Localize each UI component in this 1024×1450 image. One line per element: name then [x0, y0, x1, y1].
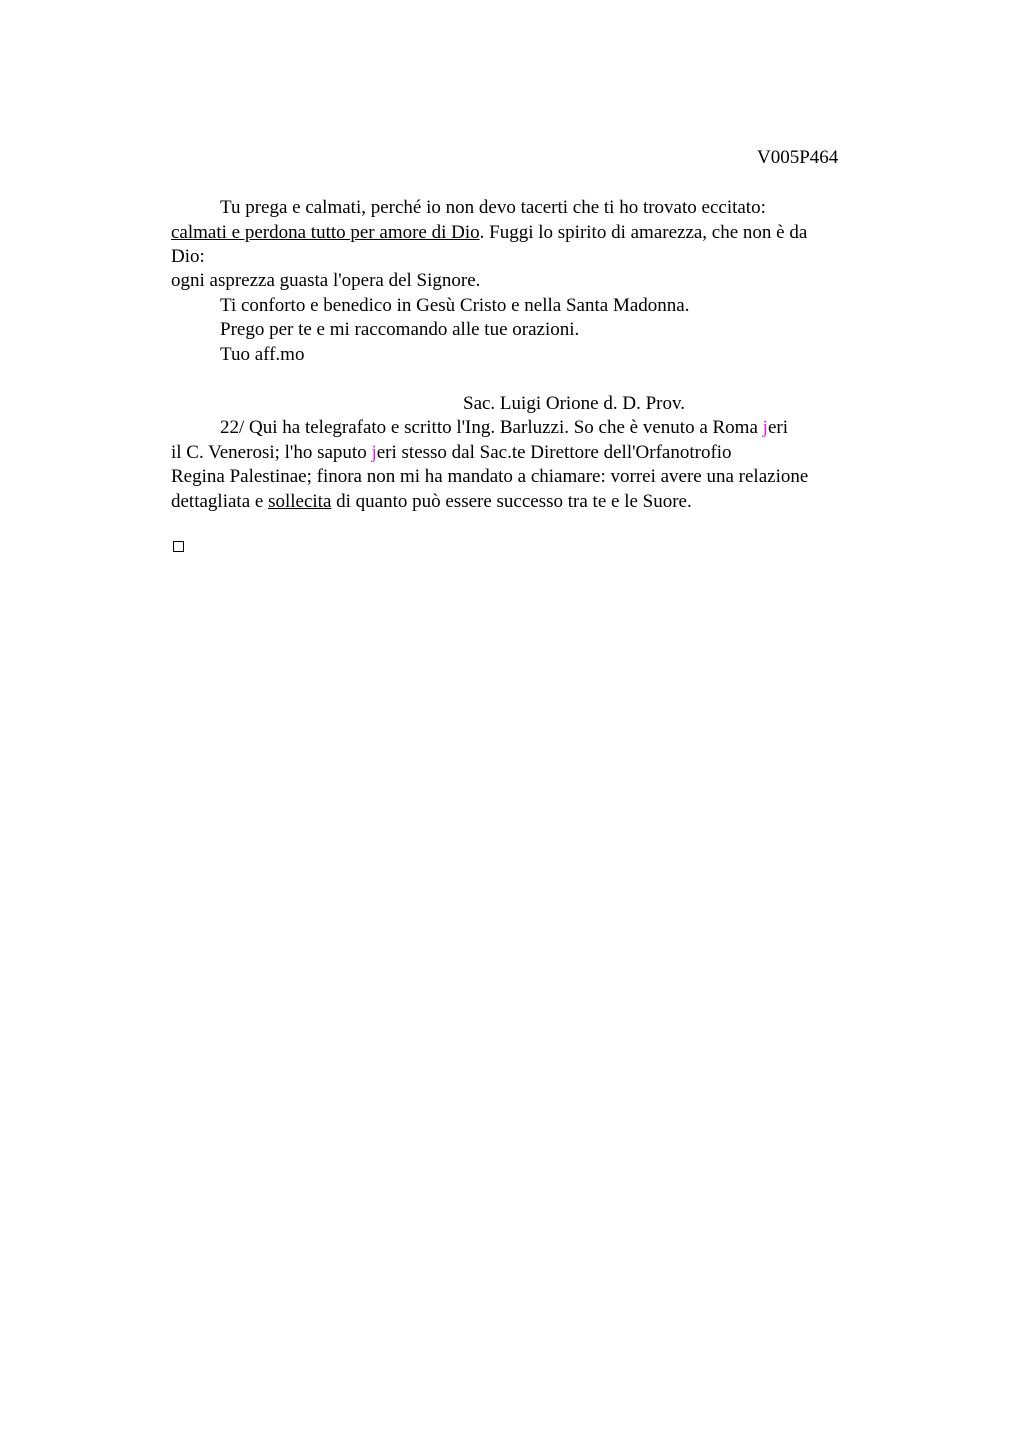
paragraph-line: Ti conforto e benedico in Gesù Cristo e nella Santa Madonna.	[220, 295, 690, 316]
underlined-word: sollecita	[268, 491, 332, 512]
underlined-phrase: calmati e perdona tutto per amore di Dio	[171, 222, 480, 243]
highlighted-letter: j	[371, 442, 377, 463]
text-run: dettagliata e	[171, 491, 269, 512]
paragraph-line: Dio:	[171, 246, 205, 267]
note-line: Regina Palestinae; finora non mi ha mandato a chiamare: vorrei avere una relazione	[171, 466, 809, 487]
signature: Sac. Luigi Orione d. D. Prov.	[463, 393, 685, 414]
paragraph-line: Prego per te e mi raccomando alle tue orazioni.	[220, 319, 580, 340]
note-line	[220, 416, 788, 440]
paragraph-line	[171, 221, 807, 245]
checkbox-square-icon	[173, 541, 184, 552]
highlighted-letter: j	[762, 417, 768, 438]
paragraph-line: ogni asprezza guasta l'opera del Signore.	[171, 270, 481, 291]
text-run: eri	[767, 417, 788, 438]
text-run: di quanto può essere successo tra te e le Suore.	[331, 491, 692, 512]
text-run: . Fuggi lo spirito di amarezza, che non è da	[479, 222, 808, 243]
closing-line: Tuo aff.mo	[220, 344, 305, 365]
paragraph-line: Tu prega e calmati, perché io non devo tacerti che ti ho trovato eccitato:	[220, 197, 766, 218]
note-line	[171, 441, 732, 465]
text-run: il C. Venerosi; l'ho saputo	[171, 442, 372, 463]
text-run: 22/ Qui ha telegrafato e scritto l'Ing. Barluzzi. So che è venuto a Roma	[220, 417, 763, 438]
note-line	[171, 490, 692, 514]
page-identifier: V005P464	[757, 147, 839, 168]
text-run: eri stesso dal Sac.te Direttore dell'Orfanotrofio	[376, 442, 732, 463]
